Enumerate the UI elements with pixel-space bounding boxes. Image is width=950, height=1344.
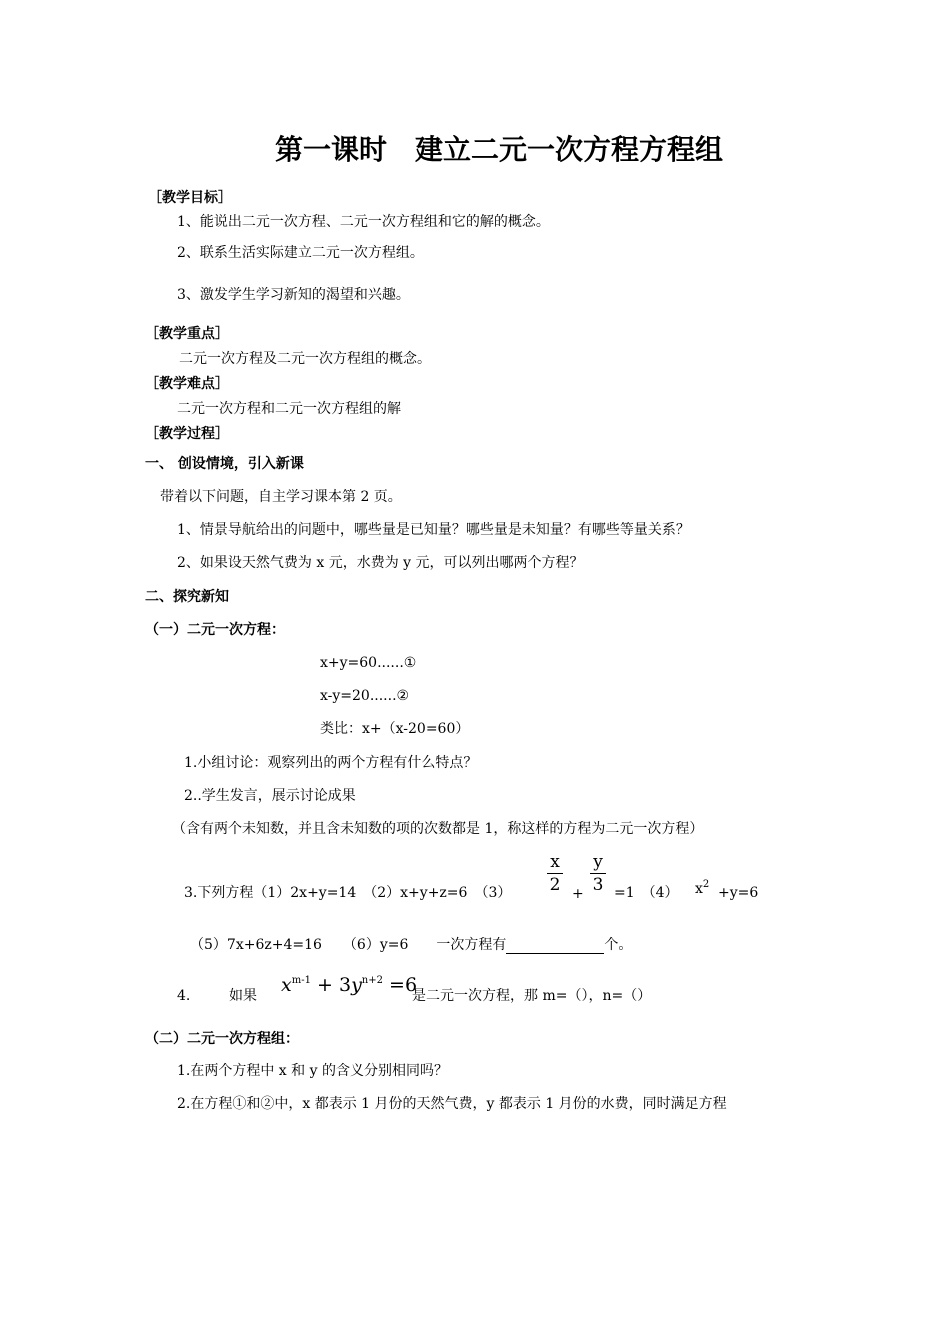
x-squared-exponent: 2	[702, 879, 710, 890]
key-heading: ［教学重点］	[145, 326, 229, 342]
exercise-4-tail: 是二元一次方程，那 m=（），n=（）	[412, 988, 652, 1004]
exercise-3-part-c: +y=6	[718, 885, 759, 901]
key-text: 二元一次方程及二元一次方程组的概念。	[179, 351, 431, 367]
exercise-4-number: 4.	[177, 988, 191, 1004]
page-title: 第一课时 建立二元一次方程方程组	[275, 133, 724, 166]
fraction-denominator: 3	[592, 875, 604, 895]
exercise-3-part-b: =1 （4）	[614, 885, 679, 901]
discussion-point-1: 1.小组讨论：观察列出的两个方程有什么特点？	[184, 755, 478, 771]
x-squared-base: x	[695, 881, 703, 897]
equation-2: x-y=20......②	[320, 688, 410, 704]
eq-x-exponent: m-1	[291, 975, 311, 986]
discussion-point-2: 2..学生发言，展示讨论成果	[184, 788, 356, 804]
difficult-heading: ［教学难点］	[145, 376, 229, 392]
fraction-x-over-2	[547, 852, 563, 895]
exercise-3-line-2-text: （5）7x+6z+4=16 （6）y=6 一次方程有	[190, 937, 507, 953]
process-heading: ［教学过程］	[145, 426, 229, 442]
plus-sign: +	[572, 886, 584, 902]
eq-rhs: =6	[389, 974, 418, 996]
subsection-1-heading: （一）二元一次方程：	[145, 622, 285, 638]
exercise-4-lead: 如果	[229, 988, 257, 1004]
fraction-denominator: 2	[549, 875, 561, 895]
section-1-intro: 带着以下问题，自主学习课本第 2 页。	[160, 489, 402, 505]
answer-blank[interactable]	[506, 939, 604, 954]
fraction-numerator: x	[550, 852, 560, 872]
eq-y: y	[351, 974, 362, 996]
question-2: 2、如果设天然气费为 x 元，水费为 y 元，可以列出哪两个方程？	[177, 555, 584, 571]
group-question-2: 2.在方程①和②中，x 都表示 1 月份的天然气费，y 都表示 1 月份的水费，同时满足方程	[177, 1096, 727, 1112]
subsection-2-heading: （二）二元一次方程组：	[145, 1031, 299, 1047]
question-1: 1、情景导航给出的问题中，哪些量是已知量？哪些量是未知量？有哪些等量关系？	[177, 522, 690, 538]
eq-plus-three: + 3	[317, 974, 352, 996]
definition-text: （含有两个未知数，并且含未知数的项的次数都是 1，称这样的方程为二元一次方程）	[172, 821, 704, 837]
exercise-3-line-2	[190, 936, 632, 954]
analogy-text: 类比：x+（x-20=60）	[320, 721, 470, 737]
fraction-numerator: y	[593, 852, 603, 872]
x-squared	[695, 880, 709, 898]
section-1-heading: 一、 创设情境，引入新课	[145, 456, 304, 472]
fraction-y-over-3	[590, 852, 606, 895]
equation-1: x+y=60......①	[320, 655, 417, 671]
exercise-3-line-2-tail: 个。	[604, 937, 633, 953]
section-2-heading: 二、探究新知	[145, 589, 229, 605]
goals-heading: ［教学目标］	[148, 190, 232, 206]
fraction-bar	[547, 873, 563, 874]
exercise-3-part-a: 3.下列方程（1）2x+y=14 （2）x+y+z=6 （3）	[184, 885, 512, 901]
fraction-bar	[590, 873, 606, 874]
goal-item-2: 2、联系生活实际建立二元一次方程组。	[177, 245, 424, 261]
goal-item-1: 1、能说出二元一次方程、二元一次方程组和它的解的概念。	[177, 214, 550, 230]
eq-x: x	[281, 974, 292, 996]
difficult-text: 二元一次方程和二元一次方程组的解	[177, 401, 401, 417]
exercise-4-equation	[281, 972, 417, 998]
group-question-1: 1.在两个方程中 x 和 y 的含义分别相同吗？	[177, 1063, 448, 1079]
goal-item-3: 3、激发学生学习新知的渴望和兴趣。	[177, 287, 410, 303]
eq-y-exponent: n+2	[361, 975, 383, 986]
